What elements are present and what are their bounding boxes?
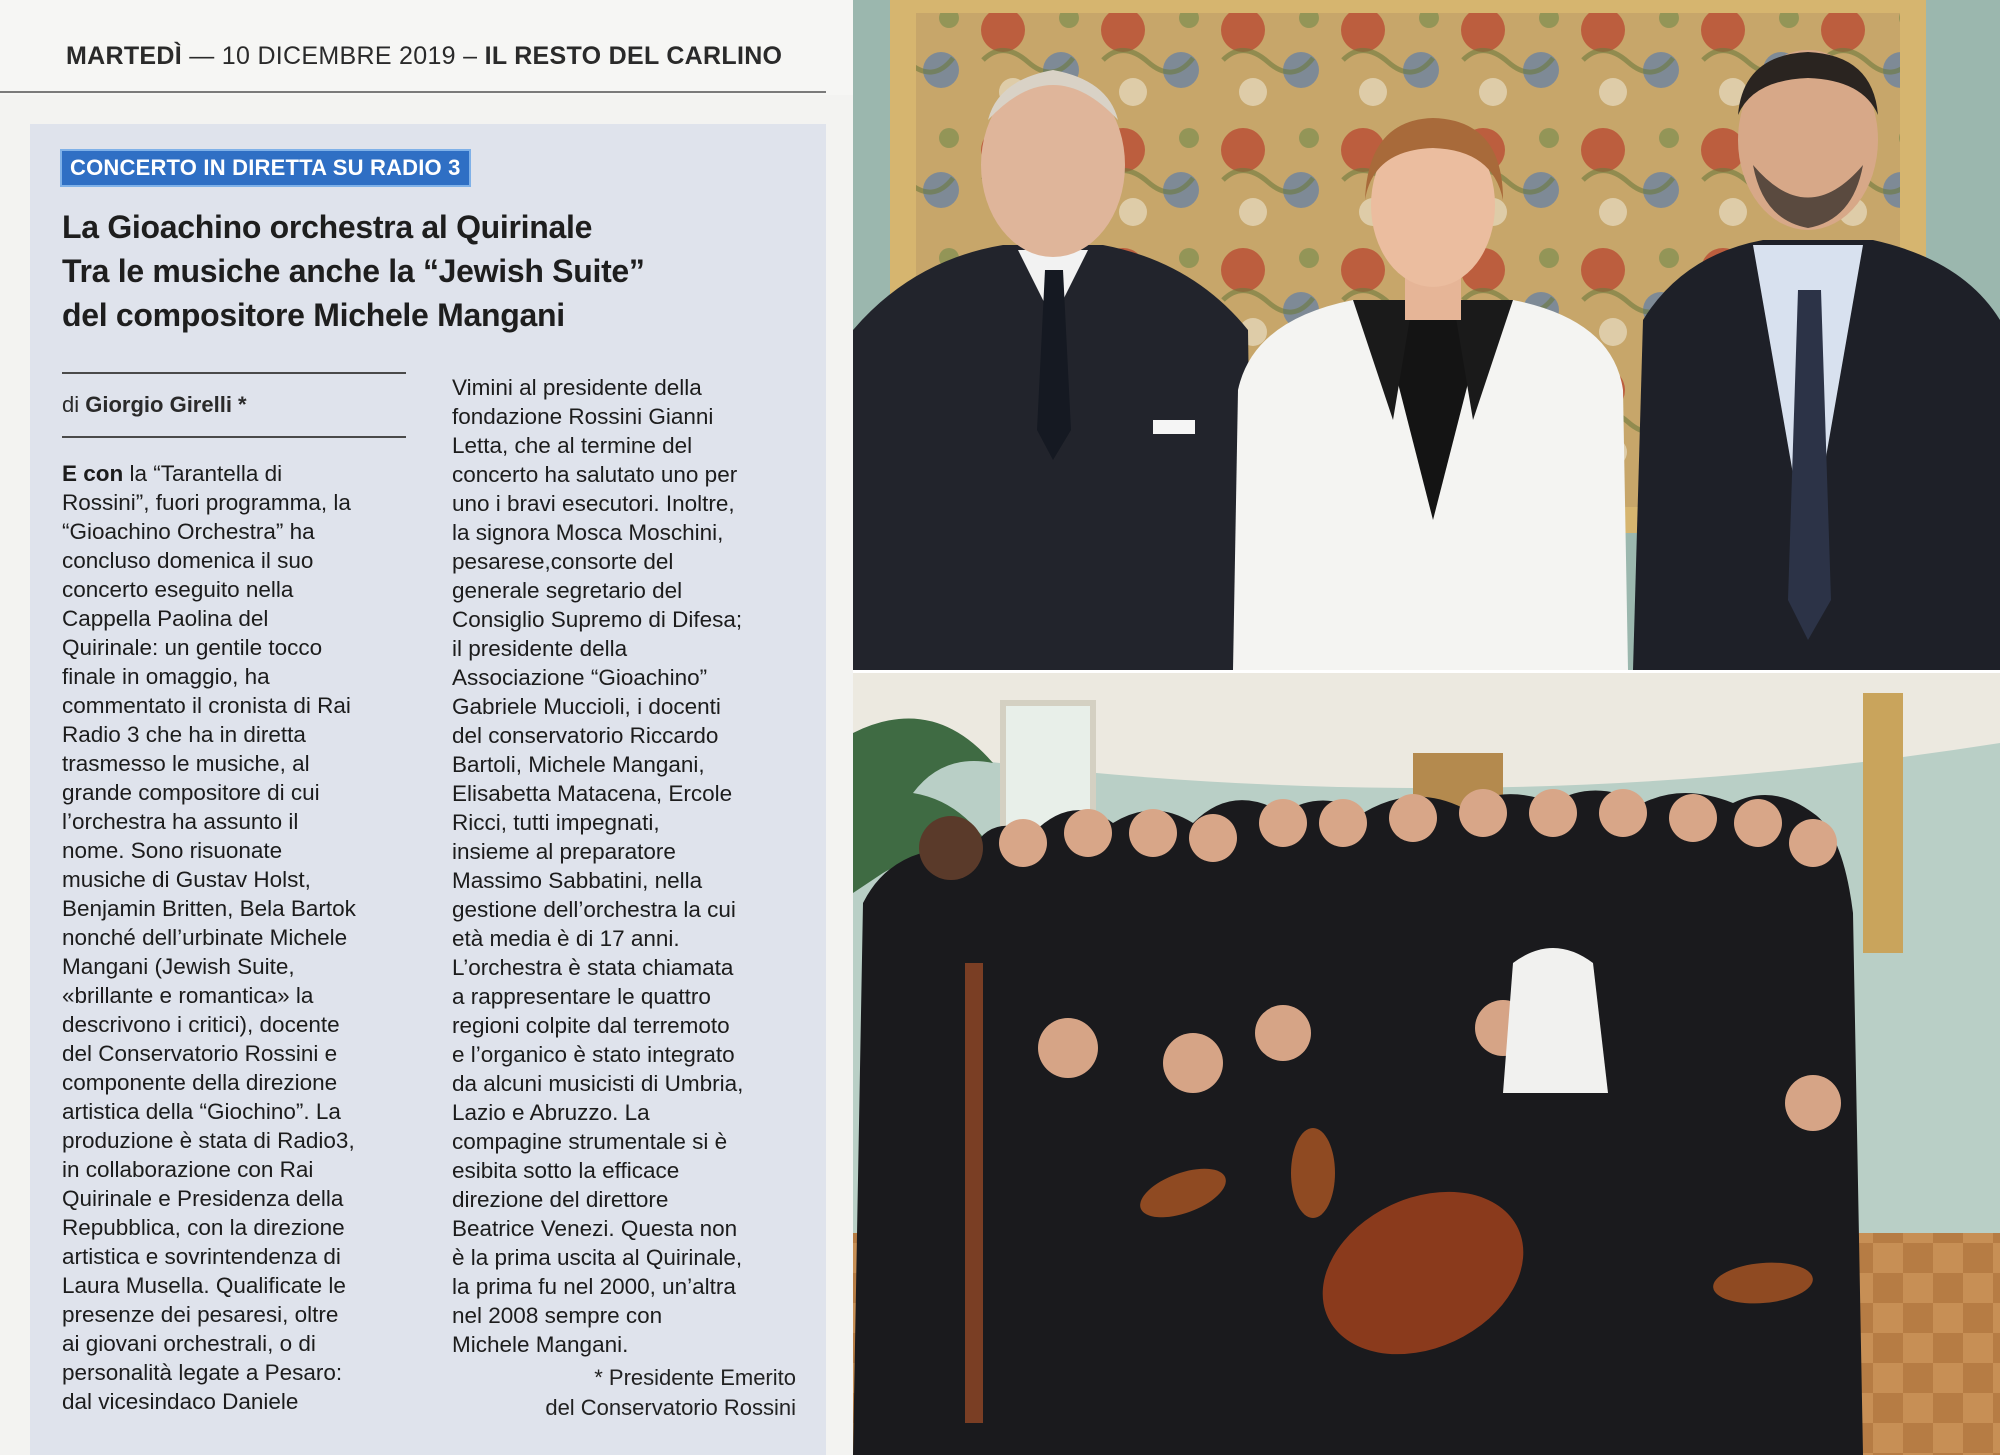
article-line: in collaborazione con Rai [62,1157,314,1182]
footnote-line: * Presidente Emerito [594,1365,796,1390]
article-line: Benjamin Britten, Bela Bartok [62,896,356,921]
article-line: Gabriele Muccioli, i docenti [452,694,721,719]
article-line: il presidente della [452,636,628,661]
article-line: ai giovani orchestrali, o di [62,1331,316,1356]
article-line: età media è di 17 anni. [452,926,680,951]
article-line: Beatrice Venezi. Questa non [452,1216,738,1241]
article-line: la prima fu nel 2000, un’altra [452,1274,736,1299]
article-line: dal vicesindaco Daniele [62,1389,299,1414]
footnote-line: del Conservatorio Rossini [545,1395,796,1420]
article-line: Lazio e Abruzzo. La [452,1100,650,1125]
article-line: esibita sotto la efficace [452,1158,680,1183]
newspaper-clipping [0,0,853,1455]
article-line: pesarese,consorte del [452,549,674,574]
article-column-2 [452,373,802,1359]
article-line: Radio 3 che ha in diretta [62,722,306,747]
article-line: «brillante e romantica» la [62,983,314,1008]
article-line: L’orchestra è stata chiamata [452,955,734,980]
violin [1291,1128,1335,1218]
article-line: grande compositore di cui [62,780,320,805]
byline [62,392,247,418]
article-line: del conservatorio Riccardo [452,723,719,748]
article-line: Rossini”, fuori programma, la [62,490,351,515]
bassoon [965,963,983,1423]
article-line: “Gioachino Orchestra” ha [62,519,315,544]
article-line: trasmesso le musiche, al [62,751,310,776]
byline-rule-bottom [62,436,406,438]
article-line: Cappella Paolina del [62,606,269,631]
article-line: artistica della “Giochino”. La [62,1099,341,1124]
musicians-group [853,789,1863,1455]
lead-line-text: la “Tarantella di [123,461,283,486]
article-headline [62,205,802,337]
headline-line: Tra le musiche anche la “Jewish Suite” [62,253,645,289]
article-line: concerto ha salutato uno per [452,462,738,487]
article-kicker: CONCERTO IN DIRETTA SU RADIO 3 [62,151,469,185]
article-line: da alcuni musicisti di Umbria, [452,1071,744,1096]
byline-prefix: di [62,392,80,417]
article-line: concluso domenica il suo [62,548,314,573]
article-line: compagine strumentale si è [452,1129,728,1154]
article-line: Michele Mangani. [452,1332,629,1357]
masthead-rule [0,91,826,93]
article-line: finale in omaggio, ha [62,664,270,689]
article-line: Ricci, tutti impegnati, [452,810,660,835]
article-line: presenze dei pesaresi, oltre [62,1302,339,1327]
article-line: concerto eseguito nella [62,577,294,602]
article-line: uno i bravi esecutori. Inoltre, [452,491,735,516]
article-line: regioni colpite dal terremoto [452,1013,730,1038]
byline-author: Giorgio Girelli * [85,392,247,417]
masthead-day: MARTEDÌ [66,42,182,70]
article-line: Bartoli, Michele Mangani, [452,752,705,777]
article-line: artistica e sovrintendenza di [62,1244,341,1269]
article-line: nome. Sono risuonate [62,838,283,863]
article-line: Repubblica, con la direzione [62,1215,345,1240]
photo-orchestra-group [853,673,2000,1455]
headline-line: del compositore Michele Mangani [62,297,565,333]
article-line: del Conservatorio Rossini e [62,1041,338,1066]
byline-rule-top [62,372,406,374]
photo-three-people [853,0,2000,670]
conductor-white-blazer [1503,948,1608,1093]
author-footnote [460,1363,796,1423]
article-line: produzione è stata di Radio3, [62,1128,355,1153]
headline-line: La Gioachino orchestra al Quirinale [62,209,593,245]
article-line: nel 2008 sempre con [452,1303,663,1328]
lead-in: E con [62,461,124,486]
gold-pilaster [1863,693,1903,953]
article-line [62,459,412,488]
article-line: Letta, che al termine del [452,433,693,458]
article-line: gestione dell’orchestra la cui [452,897,736,922]
article-line: Associazione “Gioachino” [452,665,708,690]
article-line: insieme al preparatore [452,839,676,864]
article-line: a rappresentare le quattro [452,984,711,1009]
article-line: Consiglio Supremo di Difesa; [452,607,743,632]
article-line: Vimini al presidente della [452,375,702,400]
article-line: Laura Musella. Qualificate le [62,1273,346,1298]
article-line: descrivono i critici), docente [62,1012,340,1037]
article-line: l’orchestra ha assunto il [62,809,299,834]
masthead-dash: — [189,42,215,70]
article-line: è la prima uscita al Quirinale, [452,1245,743,1270]
article-line: e l’organico è stato integrato [452,1042,735,1067]
masthead-date: 10 DICEMBRE 2019 [221,42,456,70]
article-line: musiche di Gustav Holst, [62,867,311,892]
masthead-paper-name: IL RESTO DEL CARLINO [484,42,783,70]
article-column-1 [62,459,412,1416]
article-line: generale segretario del [452,578,683,603]
article-line: Quirinale: un gentile tocco [62,635,323,660]
article-line: direzione del direttore [452,1187,669,1212]
article-line: Elisabetta Matacena, Ercole [452,781,733,806]
article-line: Mangani (Jewish Suite, [62,954,295,979]
article-line: Quirinale e Presidenza della [62,1186,344,1211]
masthead-line [66,42,782,71]
masthead-dash: – [463,42,478,70]
article-line: personalità legate a Pesaro: [62,1360,343,1385]
article-line: componente della direzione [62,1070,338,1095]
article-line: Massimo Sabbatini, nella [452,868,703,893]
article-line: commentato il cronista di Rai [62,693,351,718]
masthead [0,0,853,95]
article-line: fondazione Rossini Gianni [452,404,714,429]
article-line: nonché dell’urbinate Michele [62,925,348,950]
article-line: la signora Mosca Moschini, [452,520,724,545]
